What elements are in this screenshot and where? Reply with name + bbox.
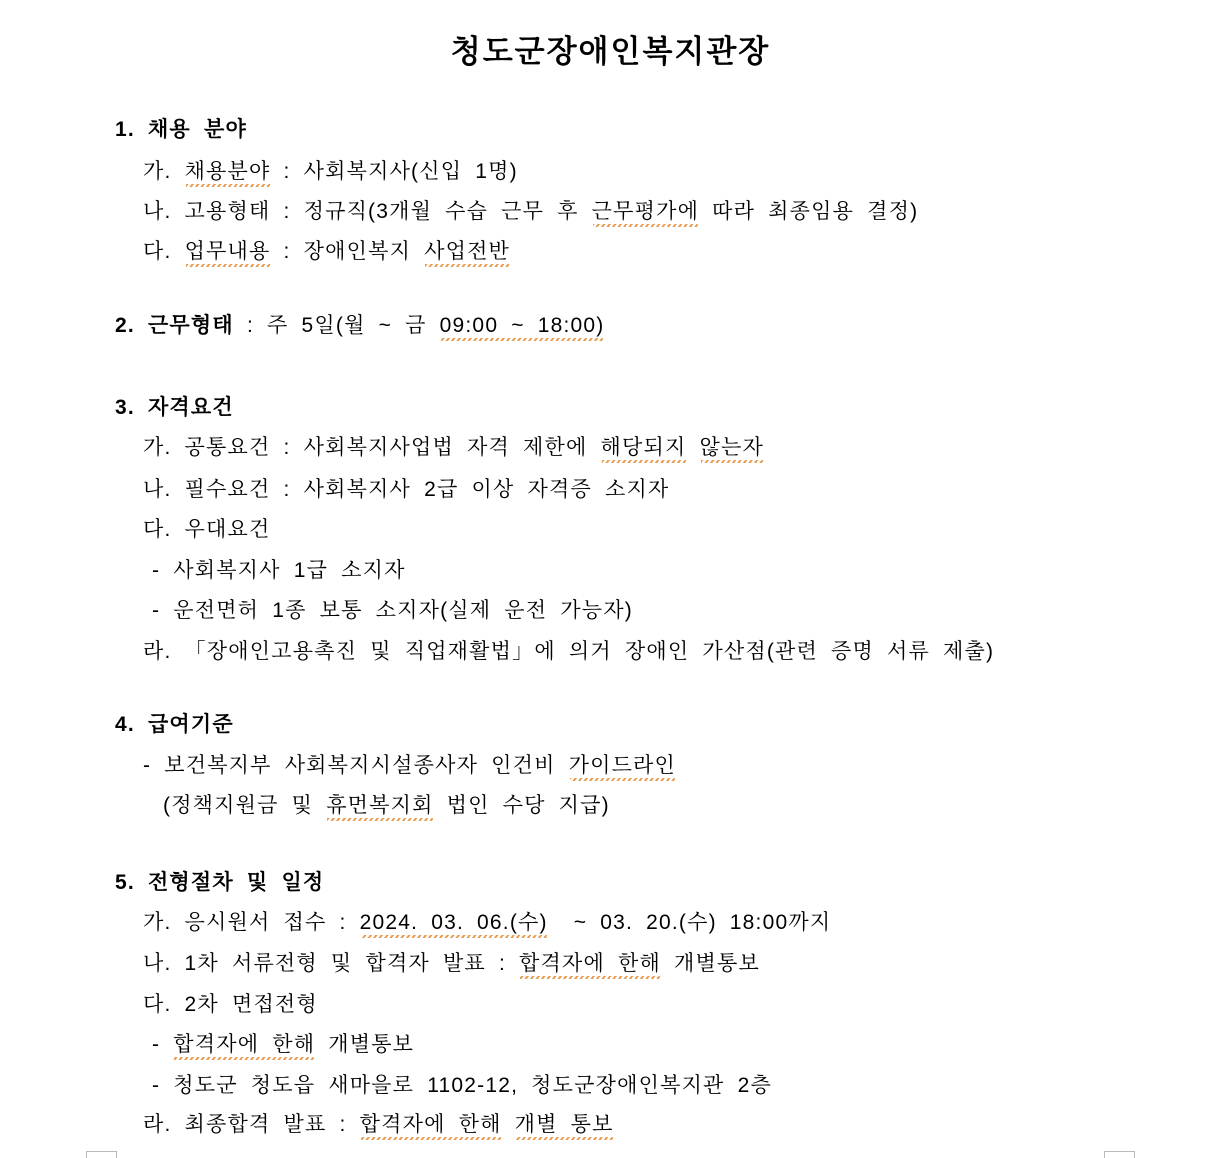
text-segment: - 보건복지부 사회복지시설종사자 인건비 [143, 754, 569, 777]
text-segment [502, 1113, 515, 1136]
text-segment: : 장애인복지 [270, 240, 425, 263]
text-segment: 법인 수당 지급) [433, 794, 610, 817]
spellcheck-underlined-text: 해당되지 [600, 436, 687, 459]
page-title: 청도군장애인복지관장 [450, 34, 771, 69]
line-preferred-requirement: 다. 우대요건 [143, 518, 271, 541]
line-preferred-item-2: - 운전면허 1종 보통 소지자(실제 운전 가능자) [152, 599, 633, 622]
line-mandatory-requirement: 나. 필수요건 : 사회복지사 2급 이상 자격증 소지자 [143, 478, 670, 501]
line-employment-type [143, 198, 918, 225]
text-segment: : 사회복지사(신입 1명) [270, 160, 518, 183]
text-segment: 따라 최종임용 결정) [699, 200, 919, 223]
partial-table-corner-left [86, 1151, 117, 1158]
line-final-announcement [143, 1111, 614, 1138]
line-interview-address: - 청도군 청도읍 새마을로 1102-12, 청도군장애인복지관 2층 [152, 1074, 772, 1097]
spellcheck-underlined-text: 2024. 03. 06.(수) [359, 911, 548, 934]
heading-segment: 2. 근무형태 [115, 314, 234, 337]
text-segment: (정책지원금 및 [163, 794, 327, 817]
section-5-heading: 5. 전형절차 및 일정 [115, 871, 325, 894]
spellcheck-underlined-text: 채용분야 [184, 160, 271, 183]
text-segment: 개별통보 [660, 952, 760, 975]
partial-table-corner-right [1104, 1151, 1135, 1158]
spellcheck-underlined-text: 09:00 ~ 18:00) [439, 314, 605, 337]
spellcheck-underlined-text: 업무내용 [184, 240, 271, 263]
spellcheck-underlined-text: 휴먼복지회 [326, 794, 434, 817]
section-1-heading: 1. 채용 분야 [115, 118, 247, 141]
text-segment: 가. [143, 160, 185, 183]
spellcheck-underlined-text: 합격자에 한해 [519, 952, 661, 975]
line-interview-notice [152, 1031, 414, 1058]
spellcheck-underlined-text: 합격자에 한해 [359, 1113, 502, 1136]
line-preferred-item-1: - 사회복지사 1급 소지자 [152, 559, 406, 582]
section-3-heading: 3. 자격요건 [115, 396, 234, 419]
text-segment: 가. 응시원서 접수 : [143, 911, 360, 934]
text-segment [687, 436, 700, 459]
line-job-duties [143, 238, 510, 265]
text-segment: 라. 최종합격 발표 : [143, 1113, 360, 1136]
line-interview-round: 다. 2차 면접전형 [143, 993, 318, 1016]
section-4-heading: 4. 급여기준 [115, 713, 234, 736]
spellcheck-underlined-text: 사업전반 [424, 240, 511, 263]
text-segment: 개별통보 [315, 1033, 415, 1056]
text-segment: : 주 5일(월 ~ 금 [233, 314, 440, 337]
text-segment: 다. [143, 240, 185, 263]
text-segment: 가. 공통요건 : 사회복지사업법 자격 제한에 [143, 436, 601, 459]
text-segment: - [152, 1033, 174, 1056]
line-recruit-field [143, 158, 518, 185]
line-disability-bonus: 라. 「장애인고용촉진 및 직업재활법」에 의거 장애인 가산점(관련 증명 서류 제출) [143, 640, 995, 663]
text-segment: 나. 고용형태 : 정규직(3개월 수습 근무 후 [143, 200, 592, 223]
spellcheck-underlined-text: 근무평가에 [591, 200, 700, 223]
spellcheck-underlined-text: 개별 통보 [514, 1113, 614, 1136]
line-salary-allowance [163, 792, 610, 819]
spellcheck-underlined-text: 않는자 [699, 436, 765, 459]
section-2-heading [115, 312, 604, 339]
spellcheck-underlined-text: 가이드라인 [568, 754, 677, 777]
text-segment: 나. 1차 서류전형 및 합격자 발표 : [143, 952, 520, 975]
spellcheck-underlined-text: 합격자에 한해 [173, 1033, 316, 1056]
line-document-screening [143, 950, 760, 977]
line-application-period [143, 909, 831, 936]
line-common-requirement [143, 434, 764, 461]
line-salary-guideline [143, 752, 676, 779]
text-segment: ~ 03. 20.(수) 18:00까지 [547, 911, 832, 934]
